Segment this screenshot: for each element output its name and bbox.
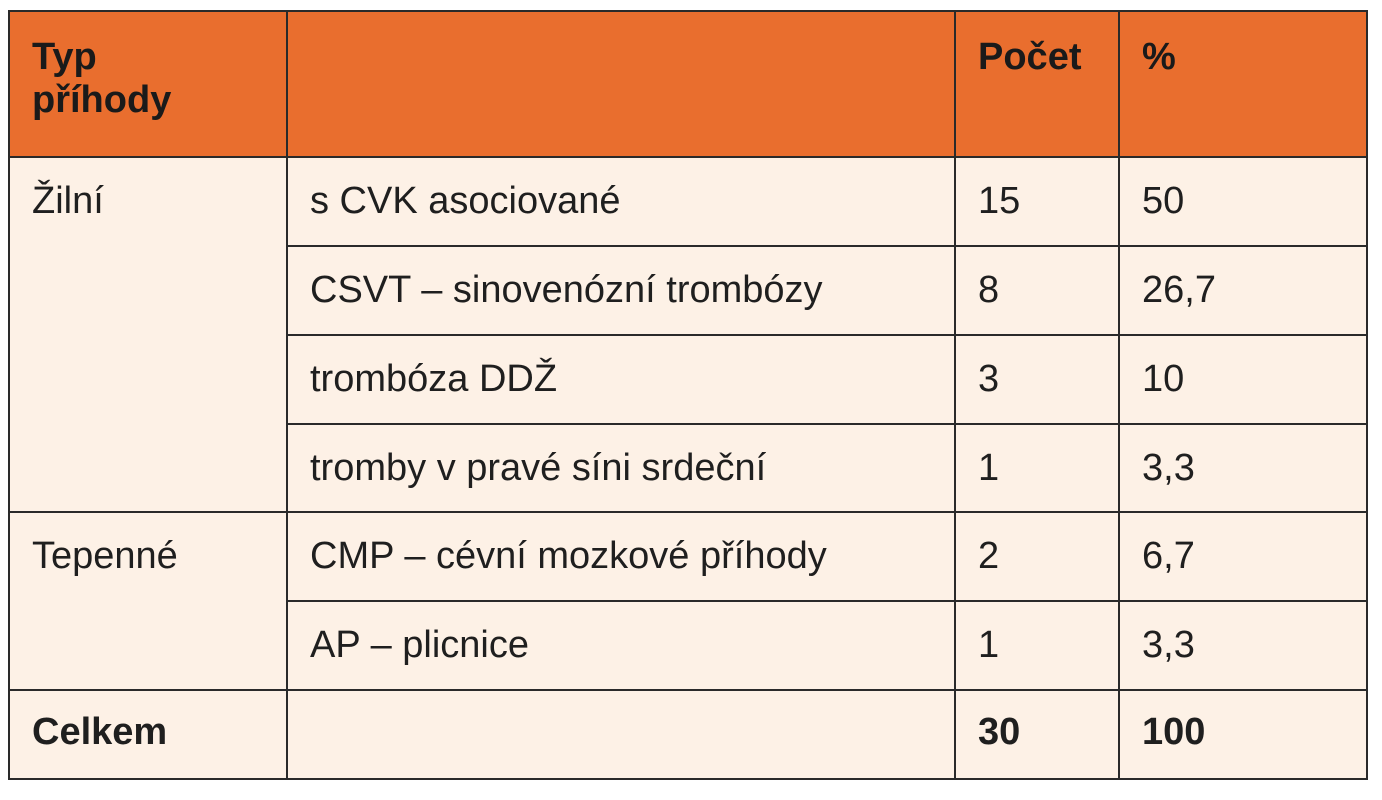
row-percent: 6,7 <box>1119 512 1367 601</box>
row-percent: 50 <box>1119 157 1367 246</box>
header-row <box>9 11 1367 157</box>
header-description <box>287 11 955 157</box>
row-count: 2 <box>955 512 1119 601</box>
table-body <box>9 157 1367 779</box>
row-percent: 26,7 <box>1119 246 1367 335</box>
event-table-container <box>8 10 1366 780</box>
total-row <box>9 690 1367 779</box>
total-count: 30 <box>955 690 1119 779</box>
header-count: Počet <box>955 11 1119 157</box>
row-description: CMP – cévní mozkové příhody <box>287 512 955 601</box>
row-percent: 3,3 <box>1119 601 1367 690</box>
row-description: trombóza DDŽ <box>287 335 955 424</box>
row-description: AP – plicnice <box>287 601 955 690</box>
header-percent: % <box>1119 11 1367 157</box>
total-label: Celkem <box>9 690 287 779</box>
header-type: Typ příhody <box>9 11 287 157</box>
total-description <box>287 690 955 779</box>
event-type-table <box>8 10 1368 780</box>
table-row <box>9 157 1367 246</box>
row-count: 1 <box>955 424 1119 513</box>
table-row <box>9 512 1367 601</box>
group-label-arterial: Tepenné <box>9 512 287 690</box>
group-label-venous: Žilní <box>9 157 287 512</box>
row-count: 3 <box>955 335 1119 424</box>
row-count: 1 <box>955 601 1119 690</box>
row-count: 15 <box>955 157 1119 246</box>
row-description: tromby v pravé síni srdeční <box>287 424 955 513</box>
row-percent: 3,3 <box>1119 424 1367 513</box>
table-header <box>9 11 1367 157</box>
row-description: CSVT – sinovenózní trombózy <box>287 246 955 335</box>
total-percent: 100 <box>1119 690 1367 779</box>
row-description: s CVK asociované <box>287 157 955 246</box>
row-percent: 10 <box>1119 335 1367 424</box>
row-count: 8 <box>955 246 1119 335</box>
